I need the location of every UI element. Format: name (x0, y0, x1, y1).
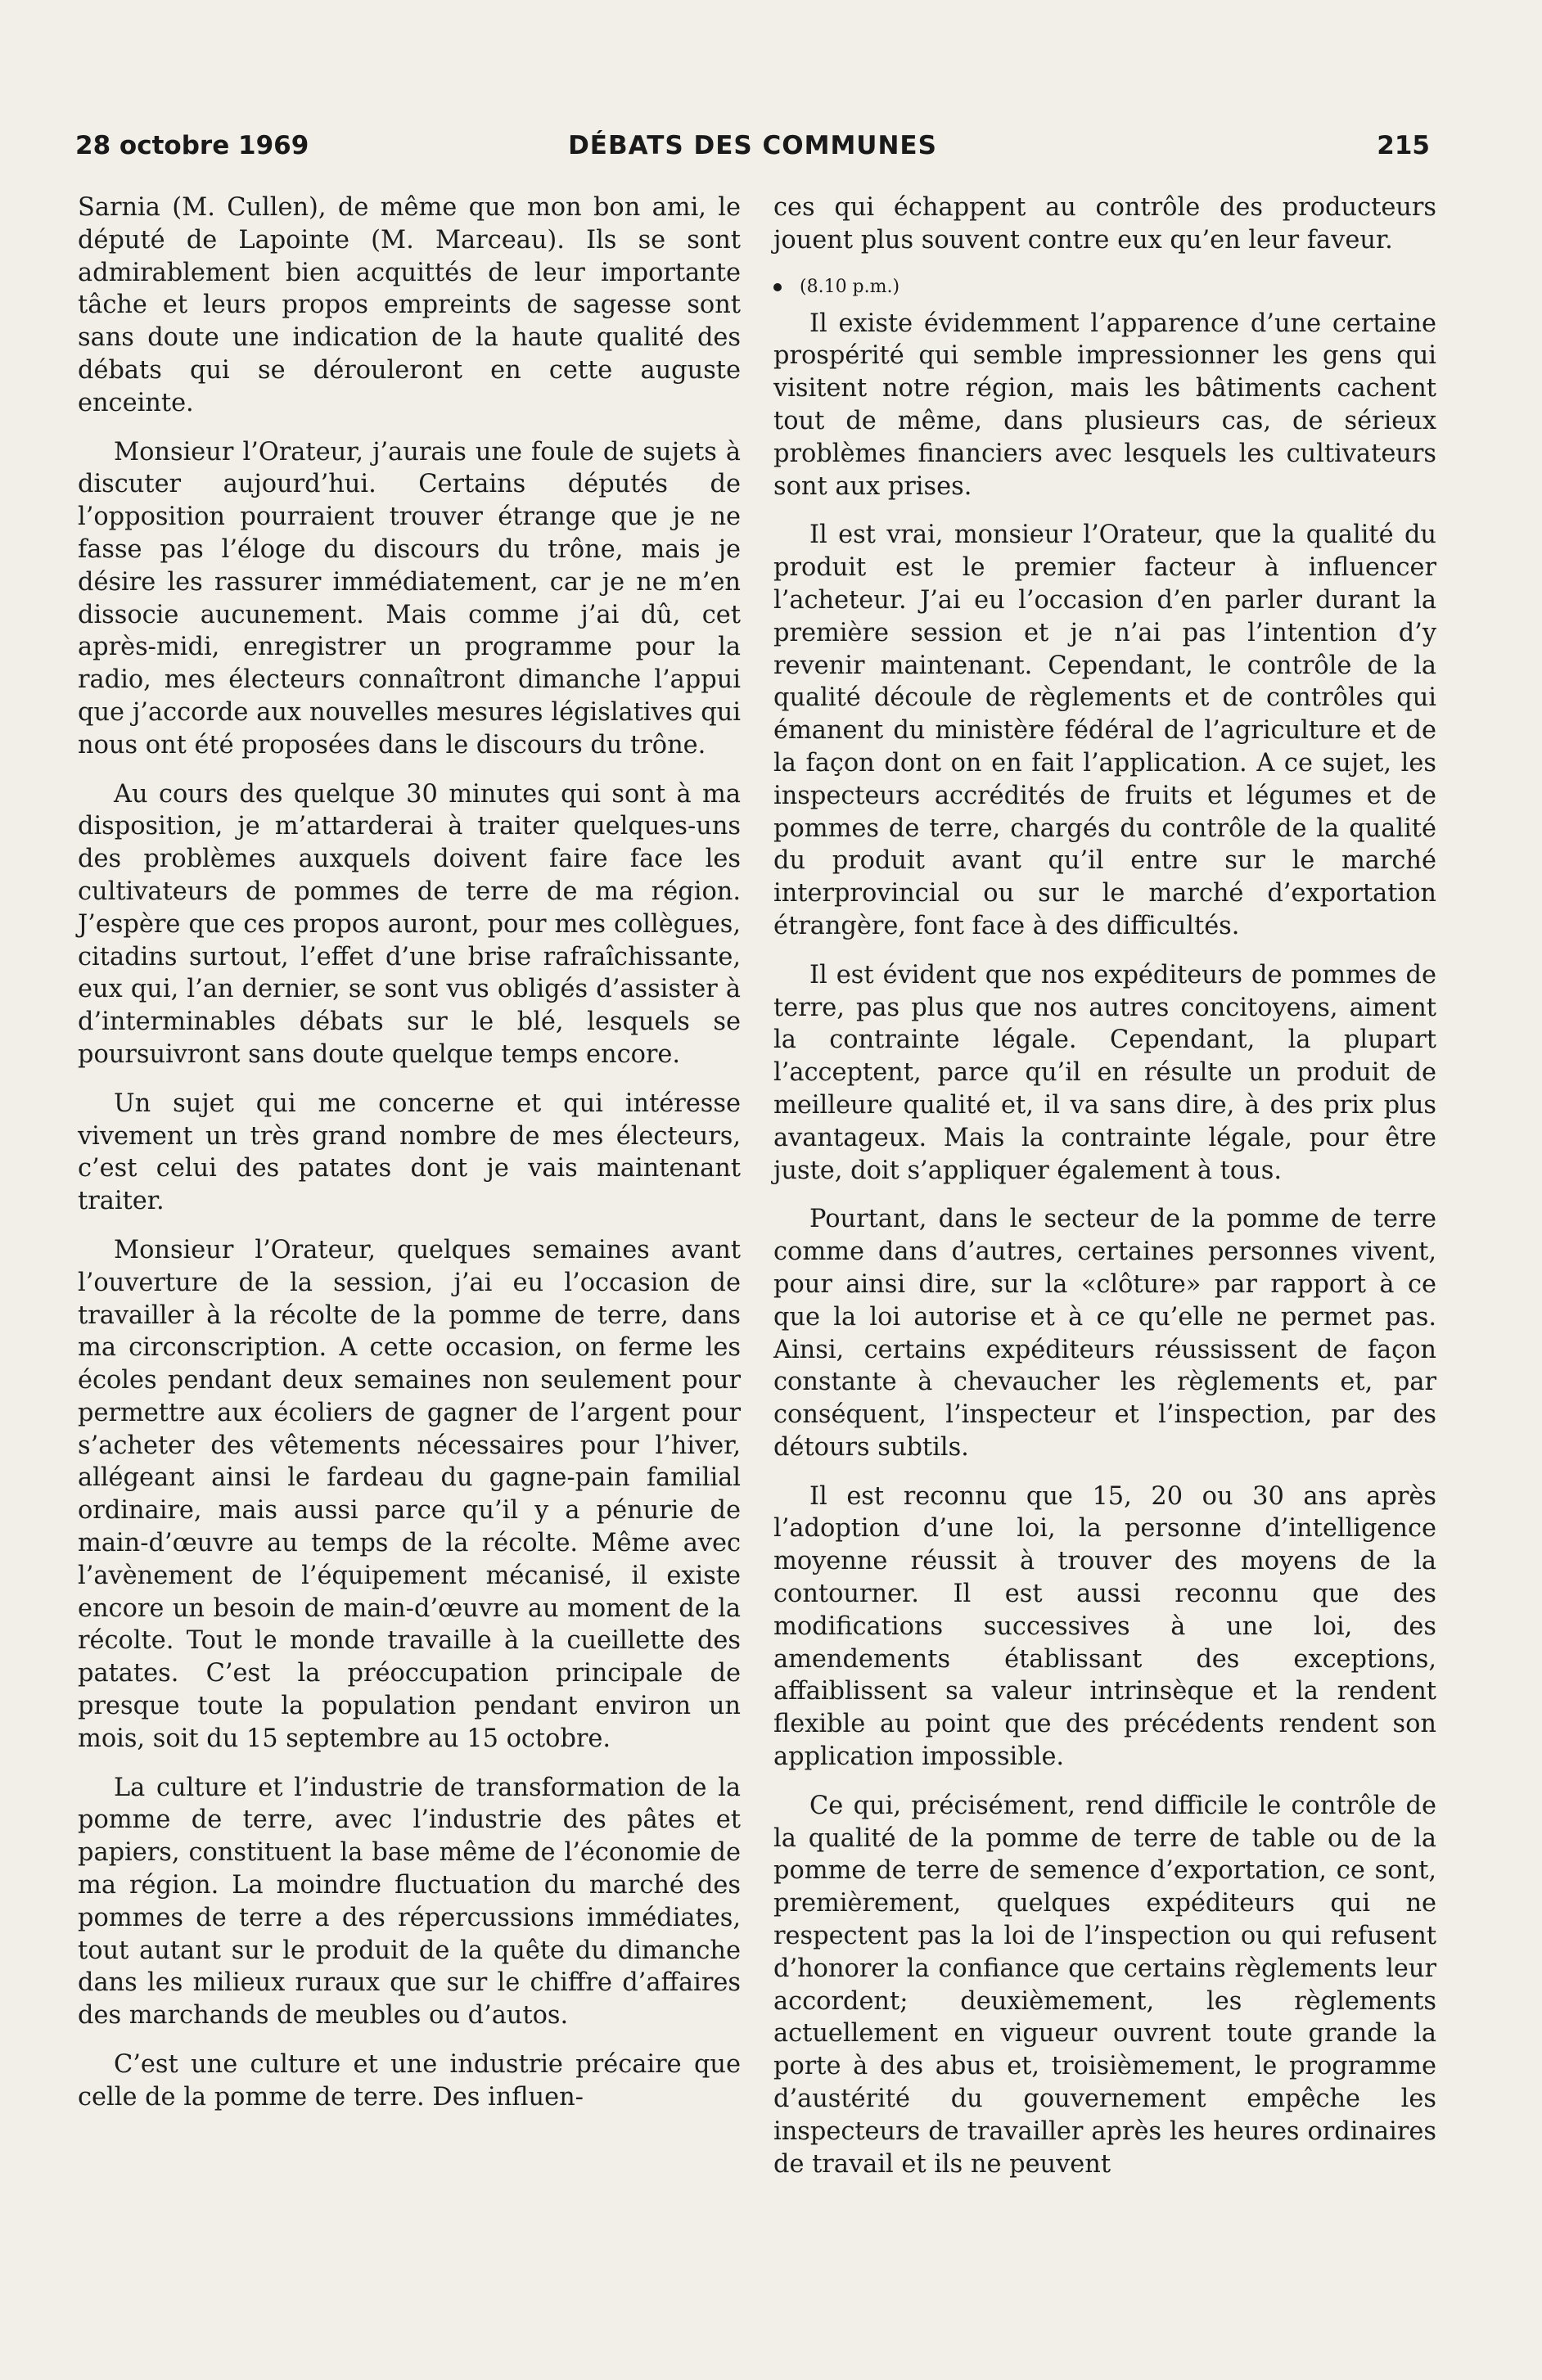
left-column (78, 192, 741, 2130)
continued-paragraph: ces qui échappent au contrôle des producteurs jouent plus souvent contre eux qu’en leur faveur. (773, 193, 1436, 255)
header-title: DÉBATS DES COMMUNES (568, 131, 937, 160)
paragraph: Il est évident que nos expéditeurs de pommes de terre, pas plus que nos autres concitoyens, aiment la contrainte légale. Cependant, la plupart l’acceptent, parce qu’il en résulte un produit de meilleure qualité et, il va sans dire, à des prix plus avantageux. Mais la contrainte légale, pour être juste, doit s’appliquer également à tous. (773, 960, 1436, 1185)
running-header (75, 131, 1430, 167)
paragraph: Monsieur l’Orateur, quelques semaines avant l’ouverture de la session, j’ai eu l’occasion de travailler à la récolte de la pomme de terre, dans ma circonscription. A cette occasion, on ferme les écoles pendant deux semaines non seulement pour permettre aux écoliers de gagner de l’argent pour s’acheter des vêtements nécessaires pour l’hiver, allégeant ainsi le fardeau du gagne-pain familial ordinaire, mais aussi parce qu’il y a pénurie de main-d’œuvre au temps de la récolte. Même avec l’avènement de l’équipement mécanisé, il existe encore un besoin de main-d’œuvre au moment de la récolte. Tout le monde travaille à la cueillette des patates. C’est la préoccupation principale de presque toute la population pendant environ un mois, soit du 15 septembre au 15 octobre. (78, 1235, 741, 1753)
bullet-icon (773, 283, 782, 291)
paragraph: Il est reconnu que 15, 20 ou 30 ans après l’adoption d’une loi, la personne d’intelligence moyenne réussit à trouver des moyens de la contourner. Il est aussi reconnu que des modifications successives à une loi, des amendements établissant des exceptions, affaiblissent sa valeur intrinsèque et la rendent flexible au point que des précédents rendent son application impossible. (773, 1481, 1436, 1772)
paragraph: Un sujet qui me concerne et qui intéresse vivement un très grand nombre de mes électeurs, c’est celui des patates dont je vais maintenant traiter. (78, 1089, 741, 1216)
paragraph: Pourtant, dans le secteur de la pomme de terre comme dans d’autres, certaines personnes vivent, pour ainsi dire, sur la «clôture» par rapport à ce que la loi autorise et à ce qu’elle ne permet pas. Ainsi, certains expéditeurs réussissent de façon constante à chevaucher les règlements et, par conséquent, l’inspecteur et l’inspection, par des détours subtils. (773, 1205, 1436, 1462)
paragraph: Sarnia (M. Cullen), de même que mon bon ami, le député de Lapointe (M. Marceau). Ils se sont admirablement bien acquittés de leur importante tâche et leurs propos empreints de sagesse sont sans doute une indication de la haute qualité des débats qui se dérouleront en cette auguste enceinte. (78, 193, 741, 417)
right-column (773, 192, 1436, 2197)
paragraph: Il est vrai, monsieur l’Orateur, que la qualité du produit est le premier facteur à influencer l’acheteur. J’ai eu l’occasion d’en parler durant la première session et je n’ai pas l’intention d’y revenir maintenant. Cependant, le contrôle de la qualité découle de règlements et de contrôles qui émanent du ministère fédéral de l’agriculture et de la façon dont on en fait l’application. A ce sujet, les inspecteurs accrédités de fruits et légumes et de pommes de terre, chargés du contrôle de la qualité du produit avant qu’il entre sur le marché interprovincial ou sur le marché d’exportation étrangère, font face à des difficultés. (773, 521, 1436, 940)
paragraph: Ce qui, précisément, rend difficile le contrôle de la qualité de la pomme de terre de table ou de la pomme de terre de semence d’exportation, ce sont, premièrement, quelques expéditeurs qui ne respectent pas la loi de l’inspection ou qui refusent d’honorer la confiance que certains règlements leur accordent; deuxièmement, les règlements actuellement en vigueur ouvrent toute grande la porte à des abus et, troisièmement, le programme d’austérité du gouvernement empêche les inspecteurs de travailler après les heures ordinaires de travail et ils ne peuvent (773, 1791, 1436, 2179)
page-number: 215 (1377, 131, 1430, 160)
time-marker (773, 273, 1436, 301)
paragraph: C’est une culture et une industrie précaire que celle de la pomme de terre. Des influen- (78, 2050, 741, 2112)
paragraph: Il existe évidemment l’apparence d’une certaine prospérité qui semble impressionner les gens qui visitent notre région, mais les bâtiments cachent tout de même, dans plusieurs cas, de sérieux problèmes financiers avec lesquels les cultivateurs sont aux prises. (773, 309, 1436, 501)
paragraph: Au cours des quelque 30 minutes qui sont à ma disposition, je m’attarderai à traiter quelques-uns des problèmes auxquels doivent faire face les cultivateurs de pommes de terre de ma région. J’espère que ces propos auront, pour mes collègues, citadins surtout, l’effet d’une brise rafraîchissante, eux qui, l’an dernier, se sont vus obligés d’assister à d’interminables débats sur le blé, lesquels se poursuivront sans doute quelque temps encore. (78, 779, 741, 1069)
paragraph: Monsieur l’Orateur, j’aurais une foule de sujets à discuter aujourd’hui. Certains députés de l’opposition pourraient trouver étrange que je ne fasse pas l’éloge du discours du trône, mais je désire les rassurer immédiatement, car je ne m’en dissocie aucunement. Mais comme j’ai dû, cet après-midi, enregistrer un programme pour la radio, mes électeurs connaîtront dimanche l’appui que j’accorde aux nouvelles mesures législatives qui nous ont été proposées dans le discours du trône. (78, 437, 741, 760)
paragraph: La culture et l’industrie de transformation de la pomme de terre, avec l’industrie des pâtes et papiers, constituent la base même de l’économie de ma région. La moindre fluctuation du marché des pommes de terre a des répercussions immédiates, tout autant sur le produit de la quête du dimanche dans les milieux ruraux que sur le chiffre d’affaires des marchands de meubles ou d’autos. (78, 1773, 741, 2031)
header-date: 28 octobre 1969 (75, 131, 309, 160)
time-marker-text: (8.10 p.m.) (800, 276, 900, 297)
